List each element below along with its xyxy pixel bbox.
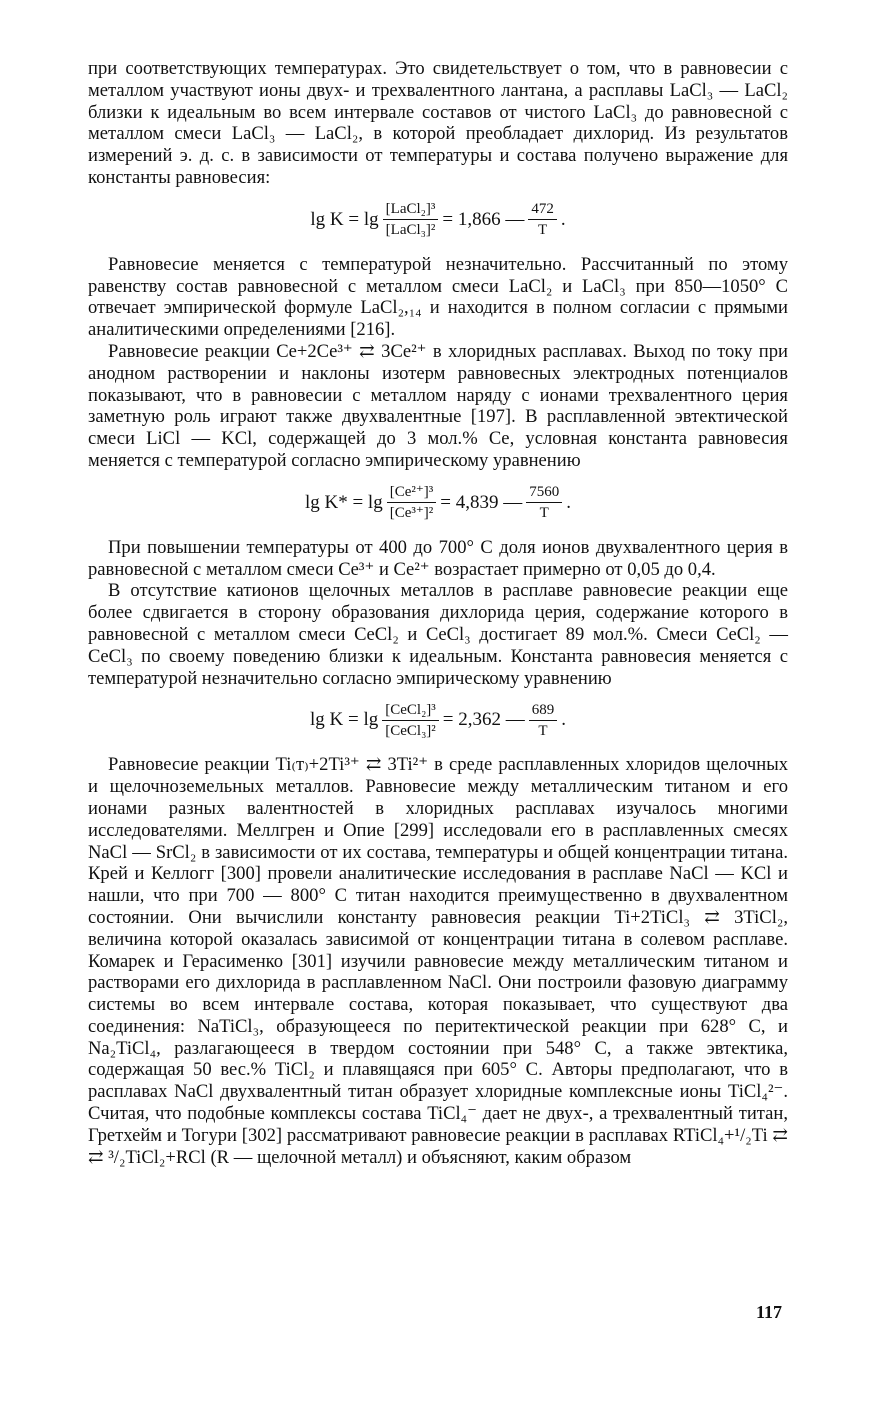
formula-end: . (561, 709, 567, 731)
fraction-denominator: [Ce³⁺]² (389, 505, 434, 522)
paragraph-lanthanum: при соответствующих температурах. Это свидетельствует о том, что в равновесии с металлом участвуют ионы двух- и трехвалентного лантана, а расплавы LaCl₃ — LaCl₂ близки к идеальным во всем интервале составов от чистого LaCl₃ до равновесной с металлом смеси LaCl₃ — LaCl₂, в которой преобладает дихлорид. Из результатов измерений э. д. с. в зависимости от температуры и состава получено выражение для константы равновесия: (88, 58, 788, 188)
formula-fraction (383, 200, 439, 239)
fraction-denominator: T (538, 722, 548, 739)
fraction-numerator: 472 (528, 200, 557, 220)
fraction-numerator: [CeCl₂]³ (382, 701, 439, 721)
formula-cerium-equilibrium (88, 477, 788, 529)
fraction-denominator: [CeCl₃]² (385, 722, 436, 739)
paragraph-cerium-fraction: При повышении температуры от 400 до 700° С доля ионов двухвалентного церия в равновесной с металлом смеси Ce³⁺ и Ce²⁺ возрастает примерно от 0,05 до 0,4. (88, 536, 788, 580)
formula-end: . (560, 208, 566, 230)
paragraph-titanium-reaction: Равновесие реакции Ti₍т₎+2Ti³⁺ ⇄ 3Ti²⁺ в среде расплавленных хлоридов щелочных и щелочноземельных металлов. Равновесие между металлическим титаном и его ионами разных валентностей в хлоридных расплавах изучалось многими исследователями. Меллгрен и Опие [299] исследовали его в расплавленных смесях NaCl — SrCl₂ в зависимости от их состава, температуры и общей концентрации титана. Крей и Келлогг [300] провели аналитические исследования в расплаве NaCl — KCl и нашли, что при 700 — 800° С титан находится преимущественно в двухвалентном состоянии. Они вычислили константу равновесия реакции Ti+2TiCl₃ ⇄ 3TiCl₂, величина которой оказалась зависимой от концентрации титана в солевом расплаве. Комарек и Герасименко [301] изучили равновесие между металлическим титаном и растворами его дихлорида в расплавленном NaCl. Они построили фазовую диаграмму системы во всем интервале состава, которая показывает, что существуют два соединения: NaTiCl₃, образующееся по перитектической реакции при 628° С, и Na₂TiCl₄, разлагающееся в твердом состоянии при 548° С, а также эвтектика, содержащая 50 вес.% TiCl₂ и плавящаяся при 605° С. Авторы предполагают, что в расплавах NaCl двухвалентный титан образует хлоридные комплексные ионы TiCl₄²⁻. Считая, что подобные комплексы состава TiCl₄⁻ дает не двух-, а трехвалентный титан, Гретхейм и Тогури [302] рассматривают равновесие реакции в расплавах RTiCl₄+¹/₂Ti ⇄ ⇄ ³/₂TiCl₂+RCl (R — щелочной металл) и объясняют, каким образом (88, 754, 788, 1168)
fraction-numerator: [Ce²⁺]³ (387, 483, 437, 503)
formula-fraction (387, 483, 437, 522)
fraction-denominator: T (538, 222, 548, 239)
formula-lanthanum-equilibrium (88, 194, 788, 246)
formula-rhs: = 1,866 — (442, 208, 525, 230)
paragraph-cerium-dichloride: В отсутствие катионов щелочных металлов в расплаве равновесие реакции еще более сдвигается в сторону образования дихлорида церия, содержание которого в равновесной с металлом смеси CeCl₂ и CeCl₃ достигает 89 мол.%. Смеси CeCl₂ — CeCl₃ по своему поведению близки к идеальным. Константа равновесия меняется с температурой незначительно согласно эмпирическому уравнению (88, 580, 788, 689)
page-number: 117 (756, 1302, 783, 1322)
formula-temperature-fraction (526, 483, 562, 522)
paragraph-lanthanum-composition: Равновесие меняется с температурой незначительно. Рассчитанный по этому равенству состав равновесной с металлом смеси LaCl₂ и LaCl₃ при 850—1050° С отвечает эмпирической формуле LaCl₂,₁₄ и находится в полном согласии с прямыми аналитическими определениями [216]. (88, 253, 788, 341)
formula-rhs: = 4,839 — (440, 491, 523, 513)
paragraph-cerium-reaction: Равновесие реакции Ce+2Ce³⁺ ⇄ 3Ce²⁺ в хлоридных расплавах. Выход по току при анодном растворении и наклоны изотерм равновесных электродных потенциалов показывают, что в равновесии с металлом наряду с ионами трехвалентного церия заметную роль играют также двухвалентные [197]. В расплавленной эвтектической смеси LiCl — KCl, содержащей до 3 мол.% Ce, условная константа равновесия меняется с температурой согласно эмпирическому уравнению (88, 340, 788, 471)
fraction-numerator: 7560 (526, 483, 562, 503)
formula-lhs: lg K* = lg (304, 491, 383, 513)
page-body (88, 58, 788, 1168)
formula-temperature-fraction (528, 200, 557, 239)
formula-lhs: lg K = lg (309, 709, 379, 731)
fraction-denominator: [LaCl₃]² (385, 222, 436, 239)
formula-fraction (382, 701, 439, 740)
formula-rhs: = 2,362 — (442, 709, 525, 731)
fraction-numerator: 689 (529, 701, 558, 721)
formula-temperature-fraction (529, 701, 558, 740)
formula-lhs: lg K = lg (310, 208, 379, 230)
formula-cerium-chloride-equilibrium (88, 694, 788, 746)
fraction-denominator: T (539, 505, 549, 522)
formula-end: . (566, 491, 572, 513)
fraction-numerator: [LaCl₂]³ (383, 200, 439, 220)
